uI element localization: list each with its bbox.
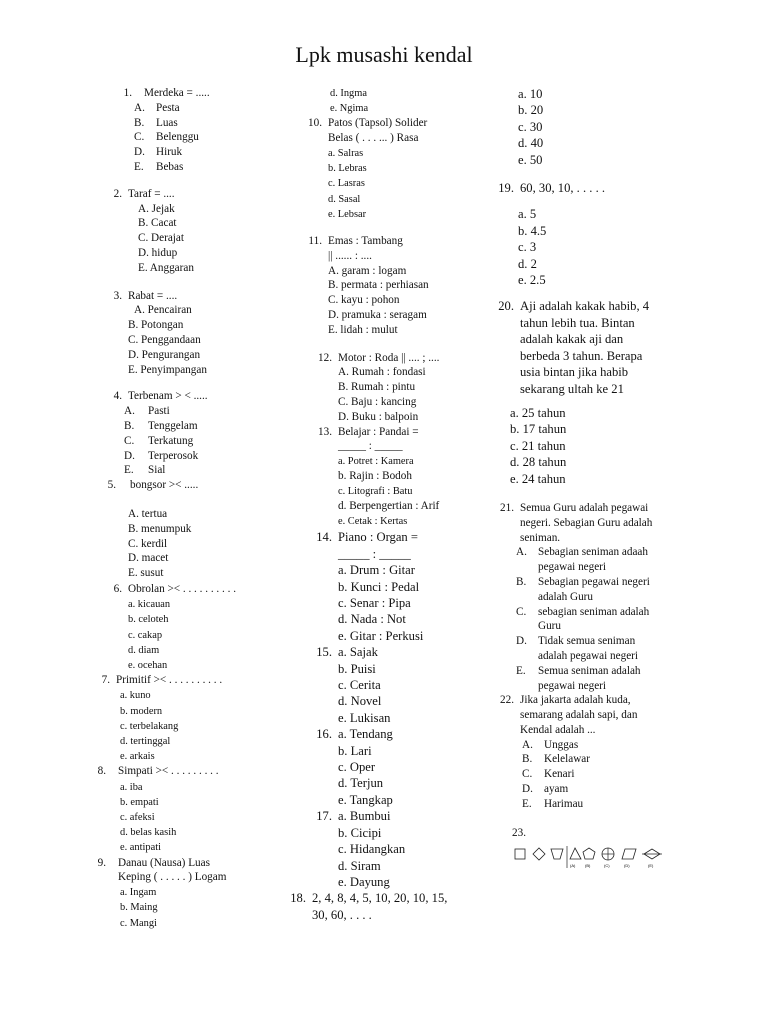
question-text: Semua Guru adalah pegawai negeri. Sebagian Guru adalah seniman. [520,501,653,544]
option-text: a. Salras [328,148,364,159]
option-text: C. Baju : kancing [338,395,417,408]
option-text: e. antipati [120,842,161,854]
option-label: E. [516,664,526,677]
option-text: C. Derajat [138,232,184,245]
option-text: e. Ngima [330,103,369,115]
option-text: e. Dayung [338,874,390,889]
option-text: b. Maing [120,902,158,914]
option-label: A. [124,405,135,418]
question-number: 11. [308,235,322,248]
question-13 [286,425,492,530]
option-text: A. garam : logam [328,264,407,277]
question-text: Terbenam > < ..... [128,390,208,403]
option-text: Tenggelam [148,419,198,432]
option-text: C. kayu : pohon [328,294,400,307]
shape-label: (B) [585,863,591,869]
option-text: e. Lukisan [338,710,391,725]
option-label: D. [134,146,145,159]
question-text: Danau (Nausa) Luas Keping ( . . . . . ) Logam [118,856,227,884]
option-text: a. iba [120,781,143,793]
option-text: a. kicauan [128,599,171,611]
question-text: a. Bumbui [338,809,391,824]
question-9 [96,856,286,931]
option-text: c. Hidangkan [338,842,406,857]
option-text: e. 2.5 [518,273,546,288]
question-number: 3. [113,289,122,302]
option-text: b. Lebras [328,163,367,175]
question-14 [286,529,492,644]
option-text: Pasti [148,405,170,418]
option-label: E. [522,797,532,810]
option-label: A. [516,546,527,559]
option-text: Sebagian pegawai negeri adalah Guru [538,575,650,603]
question-text: bongsor >< ..... [130,479,199,492]
question-number: 6. [113,582,122,595]
question-text: Belajar : Pandai = _____ : _____ [338,425,419,453]
question-23 [494,826,684,876]
question-17 [286,808,492,890]
option-text: B. Potongan [128,319,184,332]
question-20 [494,298,684,486]
option-label: B. [134,116,145,129]
option-text: a. Potret : Kamera [338,456,414,468]
option-text: c. Cerita [338,678,381,693]
question-18 [286,890,492,923]
question-number: 22. [500,694,514,707]
option-text: D. macet [128,552,169,565]
question-number: 5. [107,479,116,492]
option-label: E. [134,160,144,173]
question-text: Merdeka = ..... [144,87,210,99]
option-text: d. 2 [518,256,537,271]
option-text: d. belas kasih [120,827,177,839]
question-5 [96,478,286,581]
option-text: ayam [544,783,569,796]
option-text: Harimau [544,797,584,810]
option-text: E. Anggaran [138,261,194,274]
option-text: b. modern [120,705,163,717]
option-text: d. Berpengertian : Arif [338,500,440,513]
option-text: D. Buku : balpoin [338,410,419,423]
option-text: b. empati [120,796,159,808]
column-3 [494,86,684,875]
option-text: C. kerdil [128,537,168,550]
option-text: a. Ingam [120,887,157,899]
question-number: 7. [101,674,110,687]
option-text: A. Pencairan [134,304,192,317]
question-number: 1. [123,87,132,99]
shape-label: (C) [604,863,610,869]
shape-sequence-figure [512,844,672,870]
question-text: Emas : Tambang || ...... : .... [328,235,403,262]
question-7 [96,673,286,764]
question-number: 18. [290,891,306,906]
question-11 [286,234,492,338]
option-text: Kenari [544,768,575,781]
option-label: A. [134,101,145,114]
question-1 [96,86,286,175]
option-label: D. [124,449,135,462]
question-text: Simpati >< . . . . . . . . . [118,765,219,778]
option-text: a. 5 [518,207,537,222]
question-number: 13. [318,425,332,438]
parallelogram-shape [622,849,636,859]
option-text: Semua seniman adalah pegawai negeri [538,664,641,692]
question-15 [286,644,492,726]
option-text: b. 4.5 [518,223,547,238]
option-text: e. Gitar : Perkusi [338,628,424,643]
question-text: Patos (Tapsol) Solider Belas ( . . . ... ) Rasa [328,117,428,145]
option-text: Sebagian seniman adaah pegawai negeri [538,546,648,574]
question-text: Taraf = .... [128,187,175,200]
trapezoid-shape [551,849,563,859]
column-2 [286,86,492,923]
option-text: B. permata : perhiasan [328,279,429,292]
question-number: 14. [316,530,332,545]
question-number: 9. [97,856,106,869]
option-text: b. celoteh [128,614,169,626]
option-text: Luas [156,116,178,129]
option-text: c. 30 [518,119,543,134]
option-text: e. Tangkap [338,792,393,807]
option-text: E. susut [128,567,164,580]
question-number: 4. [113,390,122,403]
question-text: Motor : Roda || .... ; .... [338,351,440,364]
option-text: D. pramuka : seragam [328,309,427,321]
option-text: d. Ingma [330,88,367,99]
question-text: Aji adalah kakak habib, 4 tahun lebih tua. Bintan adalah kakak aji dan berbeda 3 tahun. Berapa usia bintan jika habib sekarang ultah ke 21 [520,299,650,396]
question-text: a. Tendang [338,727,393,742]
option-text: d. 40 [518,136,544,151]
option-text: a. 25 tahun [510,405,566,420]
question-22 [494,693,684,811]
option-text: e. ocehan [128,659,168,671]
option-text: D. hidup [138,246,178,259]
shape-label: (E) [648,863,654,869]
option-text: Unggas [544,738,579,751]
option-text: c. cakap [128,629,163,641]
option-text: c. 21 tahun [510,438,566,453]
option-text: c. Senar : Pipa [338,596,411,610]
question-12 [286,351,492,425]
question-16 [286,726,492,808]
question-number: 19. [498,181,514,196]
option-text: d. Terjun [338,776,384,791]
option-label: C. [516,605,527,618]
option-text: A. tertua [128,507,168,520]
option-text: a. kuno [120,690,151,702]
question-number: 16. [316,727,332,742]
question-6 [96,582,286,673]
option-text: Pesta [156,101,180,114]
question-text: Jika jakarta adalah kuda, semarang adalah sapi, dan Kendal adalah ... [520,694,638,736]
question-text: Primitif >< . . . . . . . . . . [116,674,223,687]
option-text: E. lidah : mulut [328,323,398,336]
option-text: d. Siram [338,858,381,873]
option-label: C. [522,768,533,781]
option-text: C. Penggandaan [128,333,201,346]
question-number: 17. [316,809,332,824]
option-text: a. 10 [518,87,543,101]
question-text: 2, 4, 8, 4, 5, 10, 20, 10, 15, 30, 60, . . . . [312,891,448,922]
option-text: Terperosok [148,449,199,462]
option-label: E. [124,464,134,477]
option-text: e. Cetak : Kertas [338,516,408,528]
option-text: B. Rumah : pintu [338,381,416,394]
question-text: Obrolan >< . . . . . . . . . . [128,582,237,595]
option-text: e. 24 tahun [510,471,566,486]
square-shape [515,849,525,859]
option-text: c. Lasras [328,178,365,190]
question-18-options [494,86,684,168]
question-19 [494,180,684,288]
question-number: 8. [97,765,106,778]
option-text: A. Jejak [138,202,175,215]
question-number: 2. [113,187,122,200]
option-text: e. Lebsar [328,208,367,220]
option-text: b. Kunci : Pedal [338,579,420,594]
diamond-shape [533,848,545,860]
question-9-continued [286,86,492,116]
option-text: b. Rajin : Bodoh [338,470,412,483]
question-text: Rabat = .... [128,289,178,302]
option-label: C. [124,434,135,447]
shape-label: (D) [624,863,630,869]
option-label: D. [516,635,527,648]
question-number: 23. [512,826,526,839]
column-1 [96,86,286,931]
option-text: d. 28 tahun [510,455,567,470]
option-text: b. Puisi [338,661,376,676]
option-text: b. 17 tahun [510,422,567,437]
option-text: d. Sasal [328,193,361,205]
question-3 [96,289,286,378]
option-text: Bebas [156,160,184,173]
option-label: B. [522,753,533,766]
option-text: b. Lari [338,743,372,758]
option-label: B. [516,575,527,588]
option-text: e. arkais [120,751,155,763]
option-text: d. tertinggal [120,735,171,747]
option-text: b. 20 [518,103,544,118]
option-text: d. diam [128,644,160,656]
option-text: Sial [148,464,166,477]
question-10 [286,116,492,222]
option-text: c. Litografi : Batu [338,486,413,498]
page-title: Lpk musashi kendal [295,42,473,67]
question-number: 15. [316,645,332,660]
question-2 [96,187,286,276]
question-21 [494,501,684,693]
option-text: Kelelawar [544,753,590,766]
option-text: a. Drum : Gitar [338,563,415,578]
option-text: c. afeksi [120,811,155,823]
option-text: Tidak semua seniman adalah pegawai negeri [538,635,639,662]
option-label: A. [522,738,533,751]
option-label: D. [522,783,533,796]
question-number: 10. [308,117,322,130]
option-text: c. terbelakang [120,720,179,732]
option-text: d. Nada : Not [338,612,406,627]
question-number: 12. [318,351,332,364]
question-4 [96,389,286,478]
shape-label: (A) [570,863,576,869]
option-text: e. 50 [518,152,543,167]
option-text: Belenggu [156,131,199,144]
option-text: Terkatung [148,434,194,447]
option-text: c. Oper [338,760,376,775]
triangle-shape [570,848,581,859]
option-text: c. Mangi [120,917,157,929]
option-text: c. 3 [518,240,537,255]
option-text: sebagian seniman adalah Guru [538,605,650,633]
option-text: d. Novel [338,694,382,709]
question-text: a. Sajak [338,645,378,660]
question-number: 20. [498,299,514,314]
option-text: B. menumpuk [128,522,192,535]
question-text: 60, 30, 10, . . . . . [520,181,606,196]
question-8 [96,764,286,855]
option-text: A. Rumah : fondasi [338,366,426,379]
option-text: B. Cacat [138,217,177,230]
option-text: Hiruk [156,146,183,159]
question-text: Piano : Organ = _____ : _____ [338,530,418,561]
option-label: B. [124,419,135,432]
option-text: E. Penyimpangan [128,363,207,376]
pentagon-shape [583,848,595,859]
option-text: D. Pengurangan [128,348,201,361]
option-text: b. Cicipi [338,825,382,840]
question-number: 21. [500,501,514,514]
option-label: C. [134,131,145,144]
